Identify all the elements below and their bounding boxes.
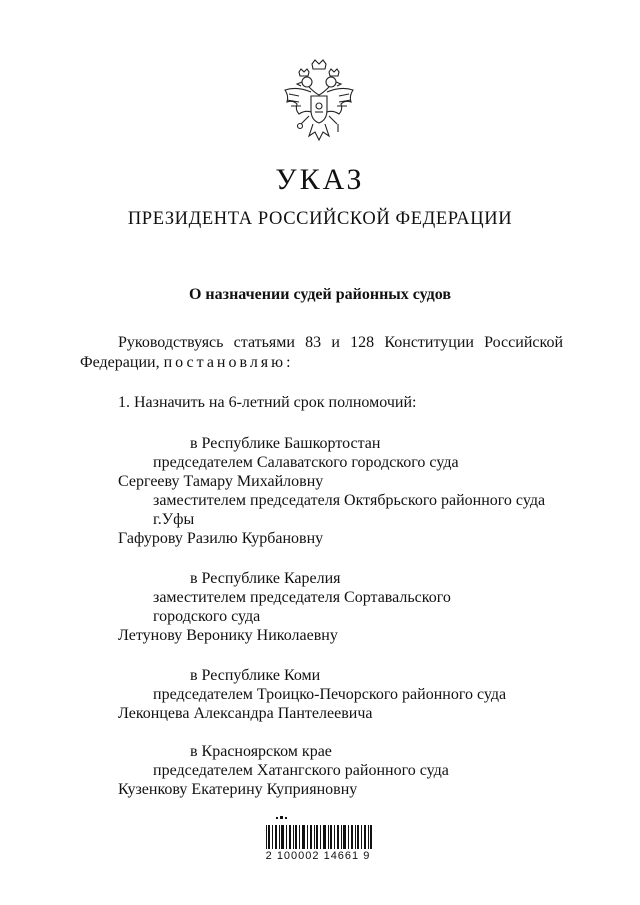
region-heading: в Республике Карелия — [190, 570, 341, 587]
appointee-name: Сергееву Тамару Михайловну — [118, 473, 324, 490]
appointment-position: председателем Хатангского районного суда — [153, 762, 449, 779]
appointment-position: председателем Салаватского городского суда — [153, 454, 459, 471]
region-heading: в Красноярском крае — [190, 743, 332, 760]
appointment-position: заместителем председателя Октябрьского районного суда — [153, 492, 546, 509]
appointee-name: Гафурову Разилю Курбановну — [118, 530, 324, 547]
decree-title: УКАЗ — [275, 163, 365, 196]
decree-word: постановляю: — [163, 354, 294, 371]
preamble-line-2 — [80, 353, 294, 373]
appointment-position: заместителем председателя Сортавальского — [153, 589, 451, 606]
appointment-position-cont: городского суда — [153, 608, 261, 625]
barcode-number: 2 100002 14661 9 — [265, 850, 371, 862]
document-heading: О назначении судей районных судов — [188, 286, 451, 303]
russian-coat-of-arms-icon — [281, 58, 357, 144]
appointee-name: Кузенкову Екатерину Куприяновну — [118, 781, 358, 798]
item-1: 1. Назначить на 6-летний срок полномочий: — [118, 394, 417, 411]
appointee-name: Летунову Веронику Николаевну — [118, 627, 338, 644]
appointment-position-cont: г.Уфы — [153, 511, 195, 528]
appointee-name: Леконцева Александра Пантелеевича — [118, 705, 373, 722]
appointment-position: председателем Троицко-Печорского районного суда — [153, 686, 507, 703]
preamble-line-1: Руководствуясь статьями 83 и 128 Конституции Российской — [118, 334, 563, 351]
preamble-line-2-start: Федерации, — [80, 354, 160, 371]
barcode-icon — [258, 815, 380, 875]
region-heading: в Республике Коми — [190, 667, 321, 684]
decree-subtitle: ПРЕЗИДЕНТА РОССИЙСКОЙ ФЕДЕРАЦИИ — [127, 209, 513, 229]
region-heading: в Республике Башкортостан — [190, 435, 381, 452]
